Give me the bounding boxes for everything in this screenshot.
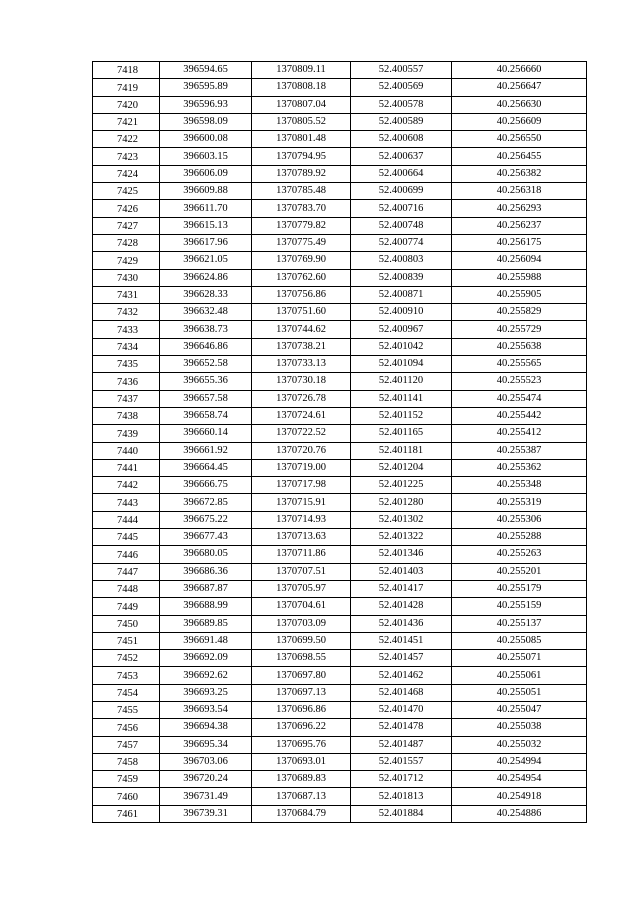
x-coordinate-cell: 396617.96 <box>160 234 252 251</box>
point-number-cell: 7426 <box>93 200 160 217</box>
y-coordinate-cell: 1370687.13 <box>252 788 351 805</box>
longitude-cell: 40.254954 <box>452 771 587 788</box>
y-coordinate-cell: 1370717.98 <box>252 477 351 494</box>
point-number-cell: 7438 <box>93 407 160 424</box>
longitude-cell: 40.255288 <box>452 529 587 546</box>
x-coordinate-cell: 396672.85 <box>160 494 252 511</box>
point-number-cell: 7441 <box>93 459 160 476</box>
longitude-cell: 40.255137 <box>452 615 587 632</box>
point-number-cell: 7446 <box>93 546 160 563</box>
point-number-cell: 7430 <box>93 269 160 286</box>
point-number-cell: 7447 <box>93 563 160 580</box>
x-coordinate-cell: 396689.85 <box>160 615 252 632</box>
table-row <box>93 425 587 442</box>
table-row <box>93 321 587 338</box>
table-row <box>93 701 587 718</box>
longitude-cell: 40.254994 <box>452 753 587 770</box>
latitude-cell: 52.401141 <box>351 390 452 407</box>
x-coordinate-cell: 396594.65 <box>160 62 252 79</box>
y-coordinate-cell: 1370726.78 <box>252 390 351 407</box>
y-coordinate-cell: 1370704.61 <box>252 598 351 615</box>
table-row <box>93 390 587 407</box>
latitude-cell: 52.401403 <box>351 563 452 580</box>
longitude-cell: 40.255729 <box>452 321 587 338</box>
latitude-cell: 52.401280 <box>351 494 452 511</box>
point-number-cell: 7459 <box>93 771 160 788</box>
longitude-cell: 40.256647 <box>452 79 587 96</box>
table-row <box>93 79 587 96</box>
point-number-cell: 7421 <box>93 113 160 130</box>
table-row <box>93 684 587 701</box>
longitude-cell: 40.254918 <box>452 788 587 805</box>
latitude-cell: 52.400569 <box>351 79 452 96</box>
table-row <box>93 598 587 615</box>
longitude-cell: 40.255387 <box>452 442 587 459</box>
x-coordinate-cell: 396677.43 <box>160 529 252 546</box>
y-coordinate-cell: 1370744.62 <box>252 321 351 338</box>
y-coordinate-cell: 1370730.18 <box>252 373 351 390</box>
longitude-cell: 40.255071 <box>452 650 587 667</box>
longitude-cell: 40.256660 <box>452 62 587 79</box>
x-coordinate-cell: 396688.99 <box>160 598 252 615</box>
longitude-cell: 40.256293 <box>452 200 587 217</box>
table-row <box>93 113 587 130</box>
point-number-cell: 7456 <box>93 719 160 736</box>
latitude-cell: 52.401302 <box>351 511 452 528</box>
point-number-cell: 7423 <box>93 148 160 165</box>
longitude-cell: 40.254886 <box>452 805 587 822</box>
y-coordinate-cell: 1370689.83 <box>252 771 351 788</box>
y-coordinate-cell: 1370789.92 <box>252 165 351 182</box>
y-coordinate-cell: 1370779.82 <box>252 217 351 234</box>
longitude-cell: 40.255263 <box>452 546 587 563</box>
x-coordinate-cell: 396720.24 <box>160 771 252 788</box>
latitude-cell: 52.400664 <box>351 165 452 182</box>
x-coordinate-cell: 396628.33 <box>160 286 252 303</box>
table-row <box>93 511 587 528</box>
latitude-cell: 52.400716 <box>351 200 452 217</box>
table-row <box>93 788 587 805</box>
x-coordinate-cell: 396596.93 <box>160 96 252 113</box>
x-coordinate-cell: 396600.08 <box>160 131 252 148</box>
latitude-cell: 52.401557 <box>351 753 452 770</box>
x-coordinate-cell: 396692.09 <box>160 650 252 667</box>
x-coordinate-cell: 396655.36 <box>160 373 252 390</box>
longitude-cell: 40.255085 <box>452 632 587 649</box>
table-row <box>93 338 587 355</box>
y-coordinate-cell: 1370805.52 <box>252 113 351 130</box>
table-row <box>93 632 587 649</box>
y-coordinate-cell: 1370762.60 <box>252 269 351 286</box>
x-coordinate-cell: 396603.15 <box>160 148 252 165</box>
longitude-cell: 40.255348 <box>452 477 587 494</box>
point-number-cell: 7437 <box>93 390 160 407</box>
longitude-cell: 40.255829 <box>452 304 587 321</box>
table-row <box>93 494 587 511</box>
table-row <box>93 650 587 667</box>
latitude-cell: 52.400839 <box>351 269 452 286</box>
x-coordinate-cell: 396658.74 <box>160 407 252 424</box>
latitude-cell: 52.401436 <box>351 615 452 632</box>
x-coordinate-cell: 396680.05 <box>160 546 252 563</box>
point-number-cell: 7432 <box>93 304 160 321</box>
point-number-cell: 7420 <box>93 96 160 113</box>
point-number-cell: 7431 <box>93 286 160 303</box>
y-coordinate-cell: 1370703.09 <box>252 615 351 632</box>
x-coordinate-cell: 396657.58 <box>160 390 252 407</box>
y-coordinate-cell: 1370714.93 <box>252 511 351 528</box>
point-number-cell: 7434 <box>93 338 160 355</box>
x-coordinate-cell: 396598.09 <box>160 113 252 130</box>
x-coordinate-cell: 396692.62 <box>160 667 252 684</box>
x-coordinate-cell: 396595.89 <box>160 79 252 96</box>
table-row <box>93 373 587 390</box>
longitude-cell: 40.255306 <box>452 511 587 528</box>
point-number-cell: 7449 <box>93 598 160 615</box>
latitude-cell: 52.400699 <box>351 183 452 200</box>
y-coordinate-cell: 1370722.52 <box>252 425 351 442</box>
table-row <box>93 615 587 632</box>
point-number-cell: 7451 <box>93 632 160 649</box>
x-coordinate-cell: 396675.22 <box>160 511 252 528</box>
latitude-cell: 52.400608 <box>351 131 452 148</box>
table-row <box>93 304 587 321</box>
y-coordinate-cell: 1370807.04 <box>252 96 351 113</box>
longitude-cell: 40.255905 <box>452 286 587 303</box>
point-number-cell: 7454 <box>93 684 160 701</box>
latitude-cell: 52.401346 <box>351 546 452 563</box>
point-number-cell: 7453 <box>93 667 160 684</box>
longitude-cell: 40.256382 <box>452 165 587 182</box>
y-coordinate-cell: 1370756.86 <box>252 286 351 303</box>
table-row <box>93 183 587 200</box>
x-coordinate-cell: 396664.45 <box>160 459 252 476</box>
y-coordinate-cell: 1370697.13 <box>252 684 351 701</box>
y-coordinate-cell: 1370696.86 <box>252 701 351 718</box>
latitude-cell: 52.400803 <box>351 252 452 269</box>
y-coordinate-cell: 1370783.70 <box>252 200 351 217</box>
point-number-cell: 7429 <box>93 252 160 269</box>
y-coordinate-cell: 1370705.97 <box>252 580 351 597</box>
point-number-cell: 7450 <box>93 615 160 632</box>
x-coordinate-cell: 396693.54 <box>160 701 252 718</box>
latitude-cell: 52.400748 <box>351 217 452 234</box>
longitude-cell: 40.256609 <box>452 113 587 130</box>
latitude-cell: 52.400578 <box>351 96 452 113</box>
longitude-cell: 40.255179 <box>452 580 587 597</box>
point-number-cell: 7448 <box>93 580 160 597</box>
y-coordinate-cell: 1370684.79 <box>252 805 351 822</box>
longitude-cell: 40.255201 <box>452 563 587 580</box>
table-row <box>93 200 587 217</box>
table-row <box>93 529 587 546</box>
y-coordinate-cell: 1370751.60 <box>252 304 351 321</box>
point-number-cell: 7457 <box>93 736 160 753</box>
x-coordinate-cell: 396686.36 <box>160 563 252 580</box>
x-coordinate-cell: 396687.87 <box>160 580 252 597</box>
x-coordinate-cell: 396693.25 <box>160 684 252 701</box>
latitude-cell: 52.401462 <box>351 667 452 684</box>
point-number-cell: 7440 <box>93 442 160 459</box>
latitude-cell: 52.401451 <box>351 632 452 649</box>
x-coordinate-cell: 396703.06 <box>160 753 252 770</box>
latitude-cell: 52.401470 <box>351 701 452 718</box>
x-coordinate-cell: 396731.49 <box>160 788 252 805</box>
table-row <box>93 753 587 770</box>
latitude-cell: 52.401120 <box>351 373 452 390</box>
y-coordinate-cell: 1370775.49 <box>252 234 351 251</box>
longitude-cell: 40.255412 <box>452 425 587 442</box>
latitude-cell: 52.401094 <box>351 356 452 373</box>
longitude-cell: 40.255523 <box>452 373 587 390</box>
latitude-cell: 52.401322 <box>351 529 452 546</box>
x-coordinate-cell: 396739.31 <box>160 805 252 822</box>
point-number-cell: 7452 <box>93 650 160 667</box>
x-coordinate-cell: 396611.70 <box>160 200 252 217</box>
table-row <box>93 286 587 303</box>
latitude-cell: 52.401204 <box>351 459 452 476</box>
table-row <box>93 217 587 234</box>
latitude-cell: 52.401712 <box>351 771 452 788</box>
point-number-cell: 7458 <box>93 753 160 770</box>
longitude-cell: 40.256175 <box>452 234 587 251</box>
longitude-cell: 40.255988 <box>452 269 587 286</box>
longitude-cell: 40.255638 <box>452 338 587 355</box>
longitude-cell: 40.255038 <box>452 719 587 736</box>
longitude-cell: 40.255442 <box>452 407 587 424</box>
y-coordinate-cell: 1370697.80 <box>252 667 351 684</box>
longitude-cell: 40.255032 <box>452 736 587 753</box>
latitude-cell: 52.401428 <box>351 598 452 615</box>
longitude-cell: 40.255362 <box>452 459 587 476</box>
point-number-cell: 7422 <box>93 131 160 148</box>
latitude-cell: 52.400589 <box>351 113 452 130</box>
point-number-cell: 7445 <box>93 529 160 546</box>
y-coordinate-cell: 1370801.48 <box>252 131 351 148</box>
table-row <box>93 269 587 286</box>
x-coordinate-cell: 396661.92 <box>160 442 252 459</box>
y-coordinate-cell: 1370769.90 <box>252 252 351 269</box>
point-number-cell: 7418 <box>93 62 160 79</box>
longitude-cell: 40.255565 <box>452 356 587 373</box>
x-coordinate-cell: 396609.88 <box>160 183 252 200</box>
longitude-cell: 40.256630 <box>452 96 587 113</box>
coordinates-table-body <box>93 62 587 823</box>
longitude-cell: 40.256237 <box>452 217 587 234</box>
latitude-cell: 52.401478 <box>351 719 452 736</box>
y-coordinate-cell: 1370808.18 <box>252 79 351 96</box>
latitude-cell: 52.401457 <box>351 650 452 667</box>
point-number-cell: 7419 <box>93 79 160 96</box>
y-coordinate-cell: 1370707.51 <box>252 563 351 580</box>
y-coordinate-cell: 1370715.91 <box>252 494 351 511</box>
longitude-cell: 40.256094 <box>452 252 587 269</box>
y-coordinate-cell: 1370719.00 <box>252 459 351 476</box>
y-coordinate-cell: 1370794.95 <box>252 148 351 165</box>
point-number-cell: 7460 <box>93 788 160 805</box>
table-row <box>93 580 587 597</box>
y-coordinate-cell: 1370696.22 <box>252 719 351 736</box>
point-number-cell: 7435 <box>93 356 160 373</box>
x-coordinate-cell: 396652.58 <box>160 356 252 373</box>
x-coordinate-cell: 396606.09 <box>160 165 252 182</box>
latitude-cell: 52.401152 <box>351 407 452 424</box>
latitude-cell: 52.401417 <box>351 580 452 597</box>
table-row <box>93 62 587 79</box>
x-coordinate-cell: 396695.34 <box>160 736 252 753</box>
x-coordinate-cell: 396638.73 <box>160 321 252 338</box>
table-row <box>93 148 587 165</box>
coordinates-table <box>92 61 587 823</box>
point-number-cell: 7427 <box>93 217 160 234</box>
y-coordinate-cell: 1370713.63 <box>252 529 351 546</box>
point-number-cell: 7461 <box>93 805 160 822</box>
latitude-cell: 52.400871 <box>351 286 452 303</box>
x-coordinate-cell: 396632.48 <box>160 304 252 321</box>
point-number-cell: 7455 <box>93 701 160 718</box>
latitude-cell: 52.400910 <box>351 304 452 321</box>
latitude-cell: 52.401468 <box>351 684 452 701</box>
point-number-cell: 7433 <box>93 321 160 338</box>
latitude-cell: 52.400774 <box>351 234 452 251</box>
longitude-cell: 40.255159 <box>452 598 587 615</box>
latitude-cell: 52.401487 <box>351 736 452 753</box>
latitude-cell: 52.401165 <box>351 425 452 442</box>
table-row <box>93 442 587 459</box>
y-coordinate-cell: 1370695.76 <box>252 736 351 753</box>
table-row <box>93 165 587 182</box>
longitude-cell: 40.255061 <box>452 667 587 684</box>
table-row <box>93 356 587 373</box>
table-row <box>93 805 587 822</box>
point-number-cell: 7428 <box>93 234 160 251</box>
table-row <box>93 459 587 476</box>
longitude-cell: 40.256318 <box>452 183 587 200</box>
longitude-cell: 40.256455 <box>452 148 587 165</box>
longitude-cell: 40.256550 <box>452 131 587 148</box>
latitude-cell: 52.401042 <box>351 338 452 355</box>
point-number-cell: 7444 <box>93 511 160 528</box>
table-row <box>93 719 587 736</box>
table-row <box>93 736 587 753</box>
latitude-cell: 52.400557 <box>351 62 452 79</box>
x-coordinate-cell: 396646.86 <box>160 338 252 355</box>
x-coordinate-cell: 396615.13 <box>160 217 252 234</box>
table-row <box>93 771 587 788</box>
y-coordinate-cell: 1370785.48 <box>252 183 351 200</box>
point-number-cell: 7443 <box>93 494 160 511</box>
longitude-cell: 40.255051 <box>452 684 587 701</box>
y-coordinate-cell: 1370724.61 <box>252 407 351 424</box>
longitude-cell: 40.255047 <box>452 701 587 718</box>
y-coordinate-cell: 1370699.50 <box>252 632 351 649</box>
y-coordinate-cell: 1370809.11 <box>252 62 351 79</box>
table-row <box>93 563 587 580</box>
latitude-cell: 52.401813 <box>351 788 452 805</box>
y-coordinate-cell: 1370738.21 <box>252 338 351 355</box>
table-row <box>93 407 587 424</box>
point-number-cell: 7425 <box>93 183 160 200</box>
table-row <box>93 131 587 148</box>
point-number-cell: 7439 <box>93 425 160 442</box>
point-number-cell: 7424 <box>93 165 160 182</box>
y-coordinate-cell: 1370733.13 <box>252 356 351 373</box>
x-coordinate-cell: 396691.48 <box>160 632 252 649</box>
x-coordinate-cell: 396624.86 <box>160 269 252 286</box>
longitude-cell: 40.255474 <box>452 390 587 407</box>
y-coordinate-cell: 1370698.55 <box>252 650 351 667</box>
y-coordinate-cell: 1370693.01 <box>252 753 351 770</box>
y-coordinate-cell: 1370711.86 <box>252 546 351 563</box>
y-coordinate-cell: 1370720.76 <box>252 442 351 459</box>
longitude-cell: 40.255319 <box>452 494 587 511</box>
x-coordinate-cell: 396666.75 <box>160 477 252 494</box>
x-coordinate-cell: 396621.05 <box>160 252 252 269</box>
latitude-cell: 52.400967 <box>351 321 452 338</box>
table-row <box>93 477 587 494</box>
table-row <box>93 96 587 113</box>
table-row <box>93 234 587 251</box>
latitude-cell: 52.401884 <box>351 805 452 822</box>
table-row <box>93 252 587 269</box>
table-row <box>93 667 587 684</box>
point-number-cell: 7436 <box>93 373 160 390</box>
point-number-cell: 7442 <box>93 477 160 494</box>
latitude-cell: 52.401225 <box>351 477 452 494</box>
x-coordinate-cell: 396660.14 <box>160 425 252 442</box>
table-row <box>93 546 587 563</box>
latitude-cell: 52.400637 <box>351 148 452 165</box>
x-coordinate-cell: 396694.38 <box>160 719 252 736</box>
latitude-cell: 52.401181 <box>351 442 452 459</box>
